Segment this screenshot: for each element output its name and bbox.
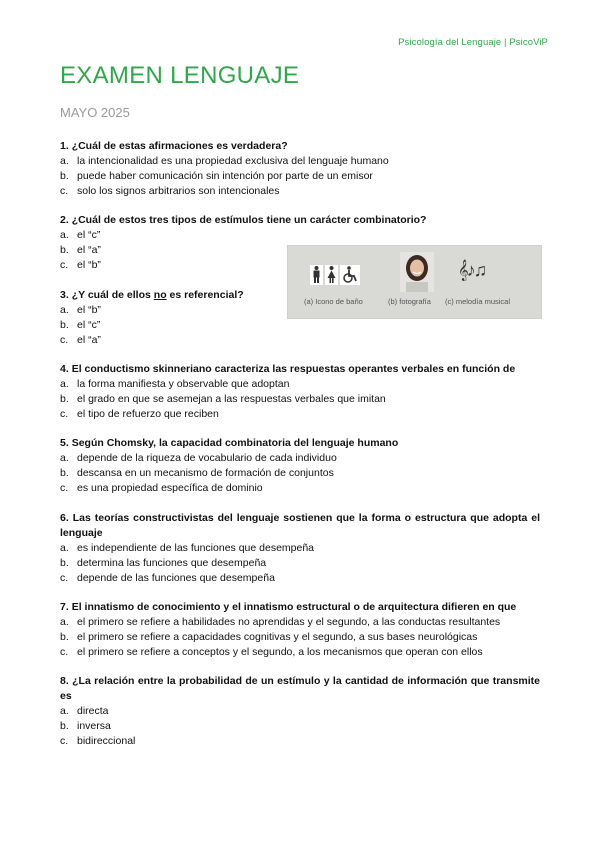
question-2-option-b: b. el “a” (60, 244, 101, 256)
question-7-option-a: a. el primero se refiere a habilidades no aprendidas y el segundo, a las conductas resultantes (60, 616, 501, 628)
figure-label-b: (b) fotografía (388, 297, 431, 306)
question-8-option-c: c. bidireccional (60, 735, 136, 747)
question-4 (60, 362, 540, 422)
question-5-text: 5. Según Chomsky, la capacidad combinatoria del lenguaje humano (60, 437, 399, 449)
question-8 (60, 674, 540, 749)
question-1-text: 1. ¿Cuál de estas afirmaciones es verdadera? (60, 140, 288, 152)
question-6-text: 6. Las teorías constructivistas del lenguaje sostienen que la forma o estructura que adopta el lenguaje (60, 512, 540, 539)
question-7-option-b: b. el primero se refiere a capacidades cognitivas y el segundo, a sus bases neurológicas (60, 631, 478, 643)
question-1-option-b: b. puede haber comunicación sin intención por parte de un emisor (60, 170, 373, 182)
musical-notes-icon: 𝄞♪♫ (458, 260, 486, 280)
question-1 (60, 139, 540, 199)
woman-photo (400, 252, 434, 292)
question-7 (60, 600, 540, 660)
question-6 (60, 511, 540, 586)
question-5-option-b: b. descansa en un mecanismo de formación de conjuntos (60, 467, 334, 479)
question-8-option-b: b. inversa (60, 720, 111, 732)
restroom-woman-icon (325, 265, 338, 285)
question-1-option-a: a. la intencionalidad es una propiedad exclusiva del lenguaje humano (60, 155, 389, 167)
question-3-option-a: a. el “b” (60, 304, 101, 316)
question-3-text: 3. ¿Y cuál de ellos no es referencial? (60, 289, 244, 301)
stimulus-figure (287, 245, 542, 319)
question-3 (60, 288, 290, 348)
header-course: Psicología del Lenguaje | PsicoViP (398, 37, 548, 48)
question-4-option-c: c. el tipo de refuerzo que reciben (60, 408, 219, 420)
question-2-option-c: c. el “b” (60, 259, 101, 271)
restroom-icon-group (310, 265, 360, 285)
question-3-option-b: b. el “c” (60, 319, 101, 331)
question-6-option-b: b. determina las funciones que desempeña (60, 557, 267, 569)
question-3-option-c: c. el “a” (60, 334, 101, 346)
question-5-option-a: a. depende de la riqueza de vocabulario de cada individuo (60, 452, 337, 464)
question-4-option-b: b. el grado en que se asemejan a las respuestas verbales que imitan (60, 393, 386, 405)
question-5-option-c: c. es una propiedad específica de dominio (60, 482, 263, 494)
question-2-option-a: a. el “c” (60, 229, 101, 241)
question-7-option-c: c. el primero se refiere a conceptos y el segundo, a los mecanismos que operan con ellos (60, 646, 483, 658)
question-4-text: 4. El conductismo skinneriano caracteriza las respuestas operantes verbales en función de (60, 363, 516, 375)
restroom-man-icon (310, 265, 323, 285)
question-2-text: 2. ¿Cuál de estos tres tipos de estímulos tiene un carácter combinatorio? (60, 214, 427, 226)
page-subtitle: MAYO 2025 (60, 105, 130, 120)
figure-label-a: (a) Icono de baño (304, 297, 363, 306)
question-6-option-a: a. es independiente de las funciones que desempeña (60, 542, 315, 554)
question-8-text: 8. ¿La relación entre la probabilidad de un estímulo y la cantidad de información que transmite es (60, 675, 540, 702)
question-7-text: 7. El innatismo de conocimiento y el innatismo estructural o de arquitectura difieren en que (60, 601, 517, 613)
figure-label-c: (c) melodía musical (445, 297, 511, 306)
question-6-option-c: c. depende de las funciones que desempeña (60, 572, 275, 584)
question-1-option-c: c. solo los signos arbitrarios son intencionales (60, 185, 280, 197)
question-5 (60, 436, 540, 496)
page-title: EXAMEN LENGUAJE (60, 62, 300, 89)
wheelchair-icon (340, 265, 360, 285)
question-4-option-a: a. la forma manifiesta y observable que adoptan (60, 378, 290, 390)
question-8-option-a: a. directa (60, 705, 109, 717)
